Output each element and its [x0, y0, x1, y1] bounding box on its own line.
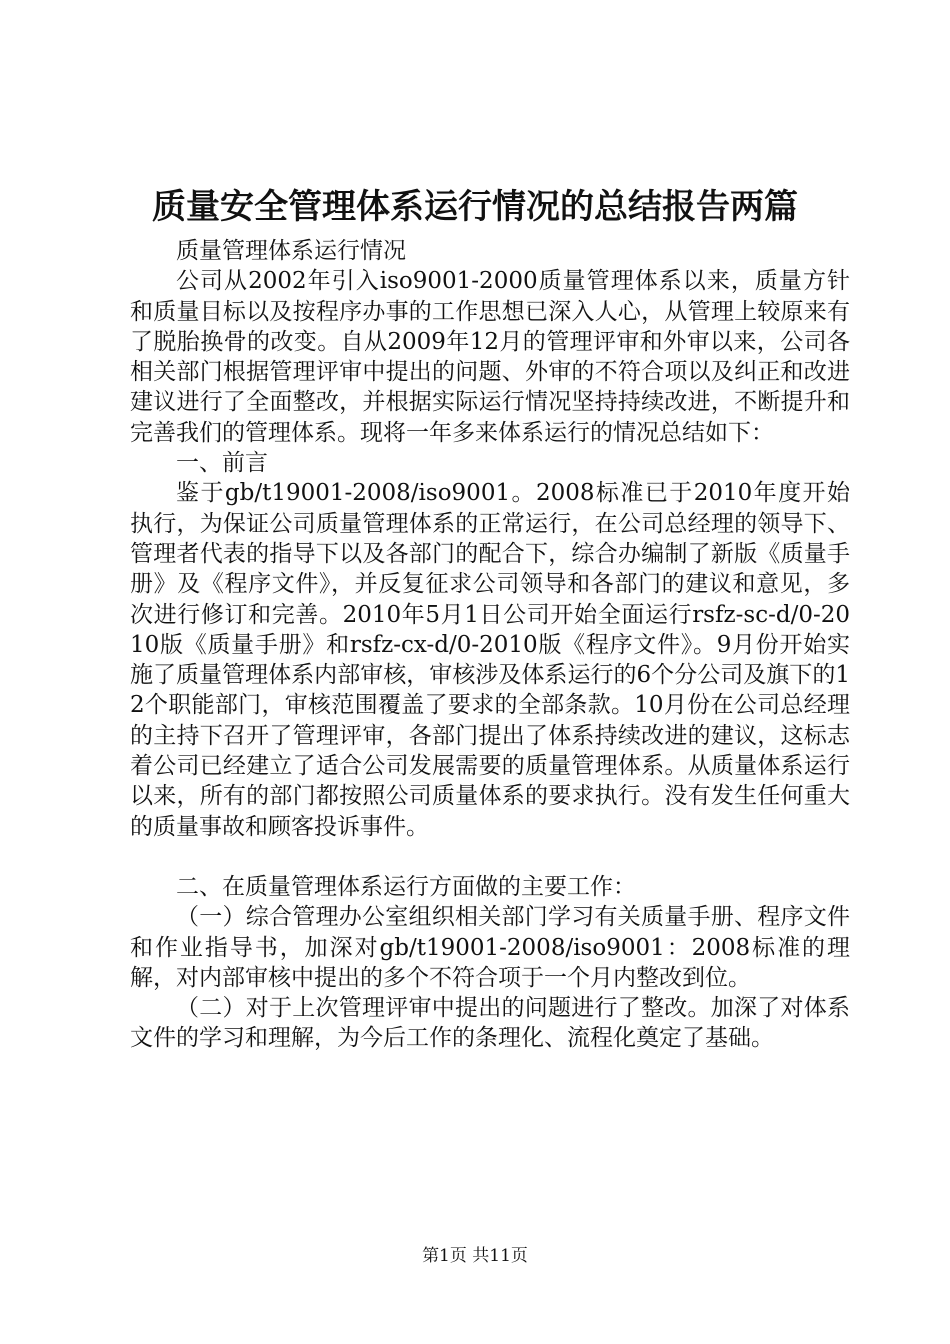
paragraph-introduction: 公司从2002年引入iso9001-2000质量管理体系以来，质量方针和质量目标以及按程序办事的工作思想已深入人心，从管理上较原来有了脱胎换骨的改变。自从2009年12月的管理评审和外审以来，公司各相关部门根据管理评审中提出的问题、外审的不符合项以及纠正和改进建议进行了全面整改，并根据实际运行情况坚持持续改进，不断提升和完善我们的管理体系。现将一年多来体系运行的情况总结如下：: [130, 268, 850, 446]
document-title: 质量安全管理体系运行情况的总结报告两篇: [152, 187, 798, 227]
section-heading-main-work: 二、在质量管理体系运行方面做的主要工作：: [176, 873, 636, 900]
paragraph-preface: 鉴于gb/t19001-2008/iso9001。2008标准已于2010年度开始执行，为保证公司质量管理体系的正常运行，在公司总经理的领导下、管理者代表的指导下以及各部门的配合下，综合办编制了新版《质量手册》及《程序文件》，并反复征求公司领导和各部门的建议和意见，多次进行修订和完善。2010年5月1日公司开始全面运行rsfz-sc-d/0-2010版《质量手册》和rsfz-cx-d/0-2010版《程序文件》。9月份开始实施了质量管理体系内部审核，审核涉及体系运行的6个分公司及旗下的12个职能部门，审核范围覆盖了要求的全部条款。10月份在公司总经理的主持下召开了管理评审，各部门提出了体系持续改进的建议，这标志着公司已经建立了适合公司发展需要的质量管理体系。从质量体系运行以来，所有的部门都按照公司质量体系的要求执行。没有发生任何重大的质量事故和顾客投诉事件。: [130, 480, 850, 840]
section-heading-overview: 质量管理体系运行情况: [176, 238, 406, 264]
paragraph-work-item-1: （一）综合管理办公室组织相关部门学习有关质量手册、程序文件和作业指导书，加深对gb/t19001-2008/iso9001：2008标准的理解，对内部审核中提出的多个不符合项于一个月内整改到位。: [130, 904, 850, 991]
page-number-footer: 第1页 共11页: [422, 1246, 528, 1266]
paragraph-work-item-2: （二）对于上次管理评审中提出的问题进行了整改。加深了对体系文件的学习和理解，为今后工作的条理化、流程化奠定了基础。: [130, 995, 850, 1052]
section-heading-preface: 一、前言: [176, 450, 268, 477]
document-body: [130, 236, 850, 1054]
